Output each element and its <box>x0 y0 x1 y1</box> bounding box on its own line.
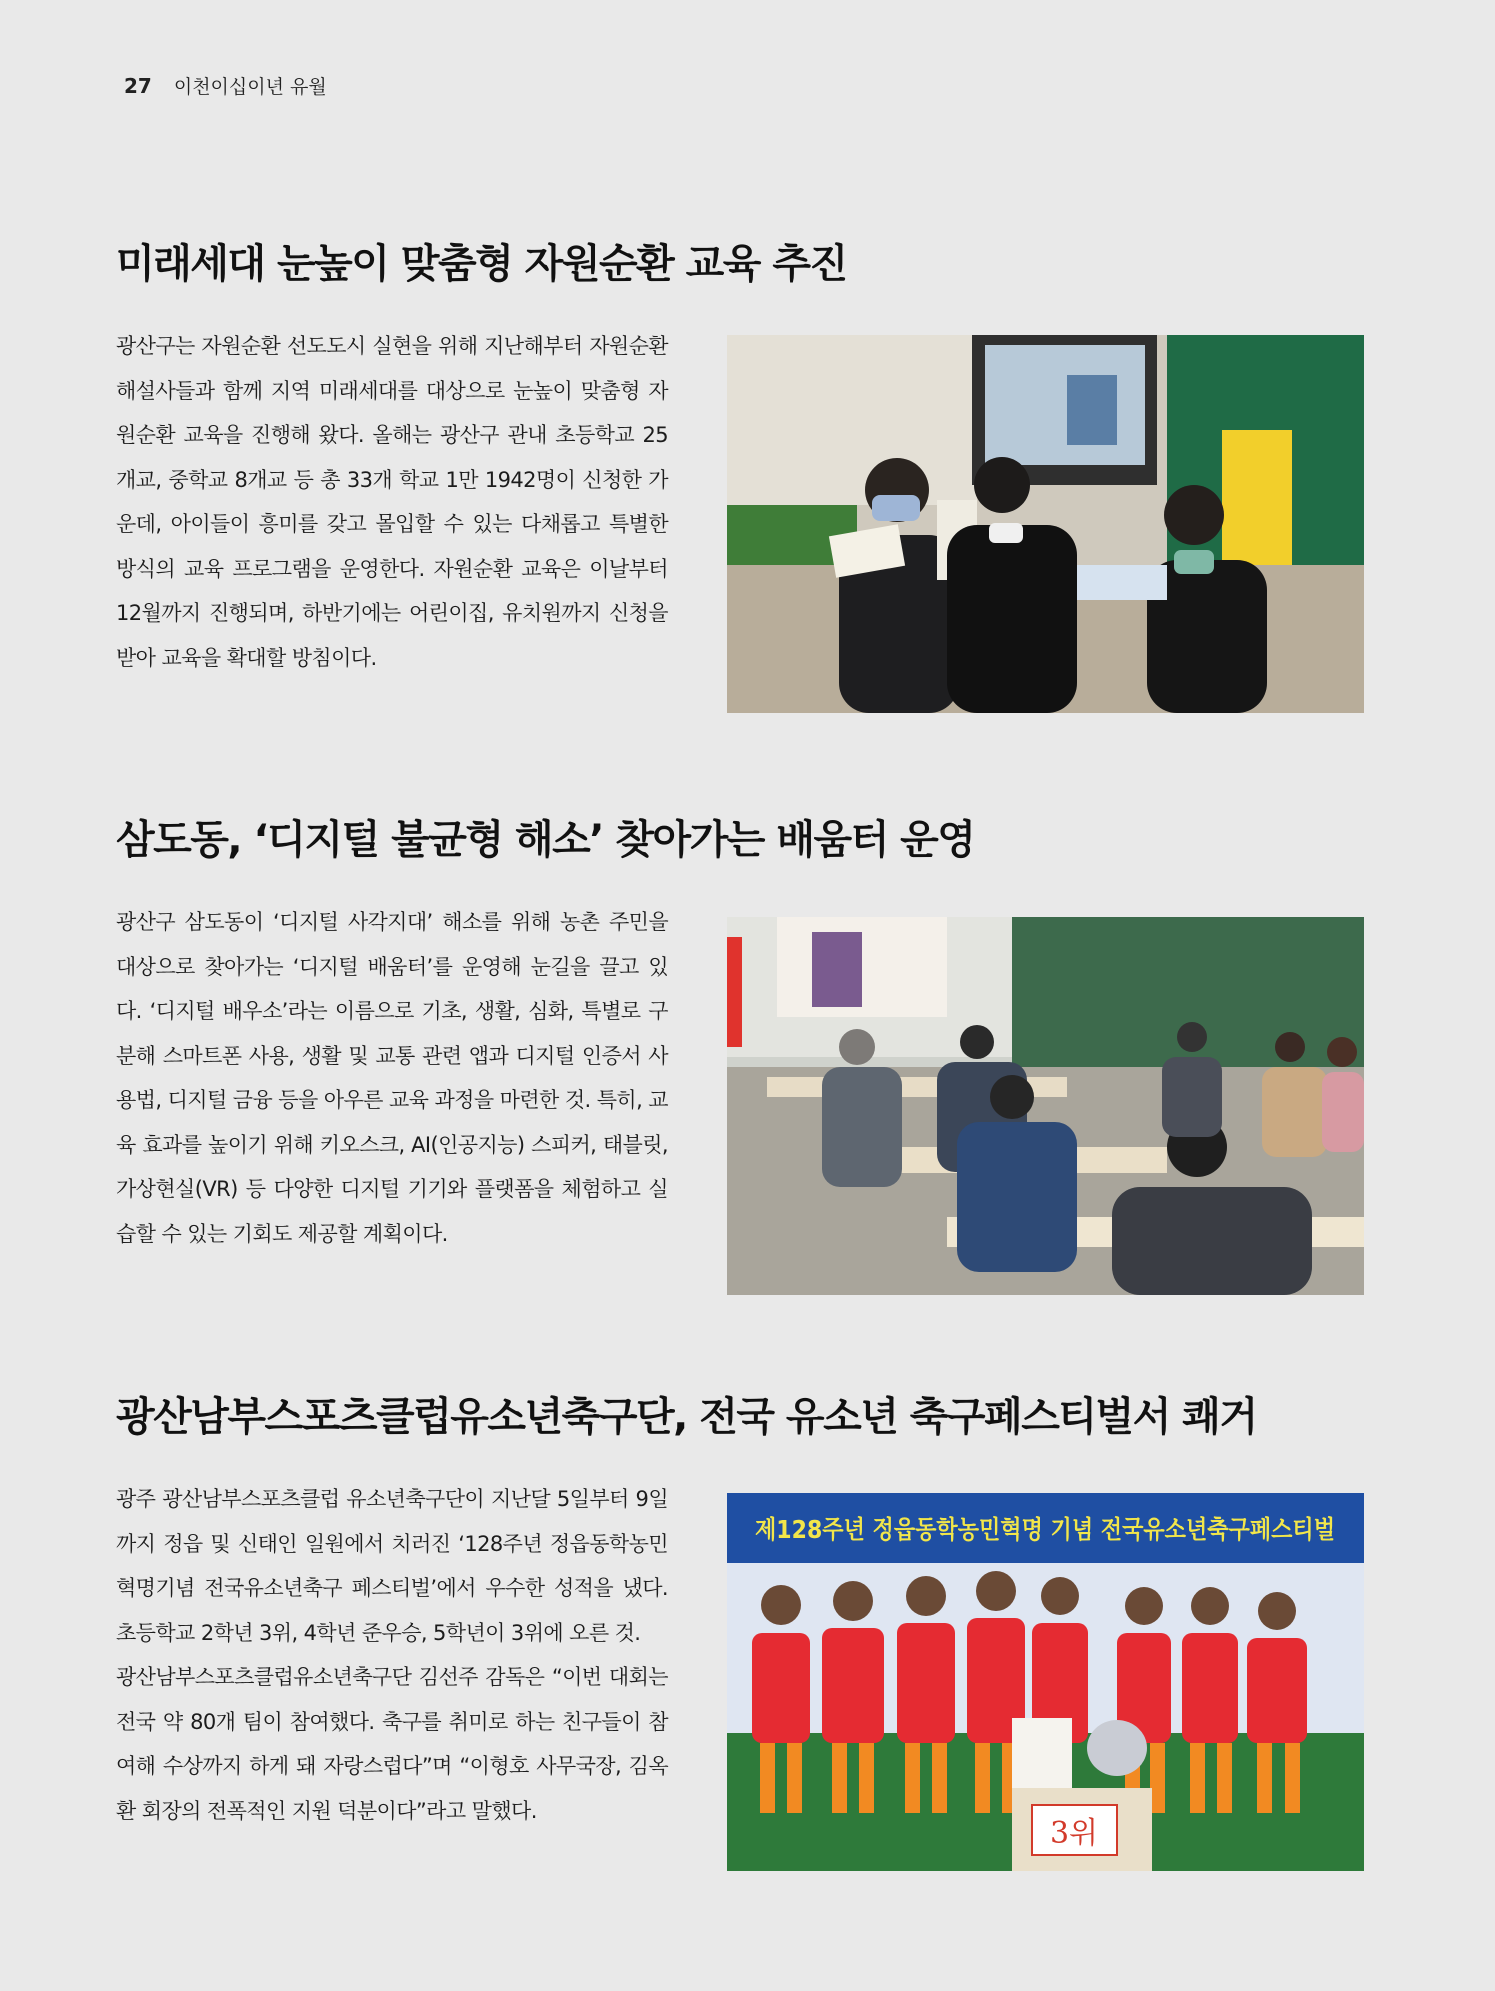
article-title: 미래세대 눈높이 맞춤형 자원순환 교육 추진 <box>116 241 847 287</box>
article-paragraph: 광주 광산남부스포츠클럽 유소년축구단이 지난달 5일부터 9일까지 정읍 및 신태인 일원에서 치러진 ‘128주년 정읍동학농민혁명기념 전국유소년축구 페스티벌’에서 우수한 성적을 냈다. 초등학교 2학년 3위, 4학년 준우승, 5학년이 3위에 오른 것. <box>116 1487 668 1645</box>
article-paragraph: 광산남부스포츠클럽유소년축구단 김선주 감독은 “이번 대회는 전국 약 80개 팀이 참여했다. 축구를 취미로 하는 친구들이 참여해 수상까지 하게 돼 자랑스럽다”며 “이형호 사무국장, 김옥환 회장의 전폭적인 지원 덕분이다”라고 말했다. <box>116 1665 668 1823</box>
article-paragraph: 광산구 삼도동이 ‘디지털 사각지대’ 해소를 위해 농촌 주민을 대상으로 찾아가는 ‘디지털 배움터’를 운영해 눈길을 끌고 있다. ‘디지털 배우소’라는 이름으로 기초, 생활, 심화, 특별로 구분해 스마트폰 사용, 생활 및 교통 관련 앱과 디지털 인증서 사용법, 디지털 금융 등을 아우른 교육 과정을 마련한 것. 특히, 교육 효과를 높이기 위해 키오스크, AI(인공지능) 스피커, 태블릿, 가상현실(VR) 등 다양한 디지털 기기와 플랫폼을 체험하고 실습할 수 있는 기회도 제공할 계획이다. <box>116 910 668 1246</box>
photo-banner-text: 제128주년 정읍동학농민혁명 기념 전국유소년축구페스티벌 <box>755 1515 1335 1544</box>
article-youth-football <box>116 1385 1366 1851</box>
photo-football-team <box>727 1493 1364 1871</box>
page-number: 27 <box>124 74 152 98</box>
photo-sign-text: 3위 <box>1049 1816 1099 1851</box>
article-digital-learning <box>116 808 1366 1246</box>
photo-students-recycling <box>727 335 1364 713</box>
page-header <box>124 72 327 99</box>
photo-digital-classroom <box>727 917 1364 1295</box>
article-title: 광산남부스포츠클럽유소년축구단, 전국 유소년 축구페스티벌서 쾌거 <box>116 1394 1257 1440</box>
article-recycling-education <box>116 232 1366 670</box>
article-title: 삼도동, ‘디지털 불균형 해소’ 찾아가는 배움터 운영 <box>116 817 975 863</box>
article-body <box>116 324 668 680</box>
article-body <box>116 1477 668 1833</box>
article-body <box>116 900 668 1256</box>
issue-date: 이천이십이년 유월 <box>173 76 327 98</box>
article-paragraph: 광산구는 자원순환 선도도시 실현을 위해 지난해부터 자원순환 해설사들과 함께 지역 미래세대를 대상으로 눈높이 맞춤형 자원순환 교육을 진행해 왔다. 올해는 광산구 관내 초등학교 25개교, 중학교 8개교 등 총 33개 학교 1만 1942명이 신청한 가운데, 아이들이 흥미를 갖고 몰입할 수 있는 다채롭고 특별한 방식의 교육 프로그램을 운영한다. 자원순환 교육은 이날부터 12월까지 진행되며, 하반기에는 어린이집, 유치원까지 신청을 받아 교육을 확대할 방침이다. <box>116 334 668 670</box>
